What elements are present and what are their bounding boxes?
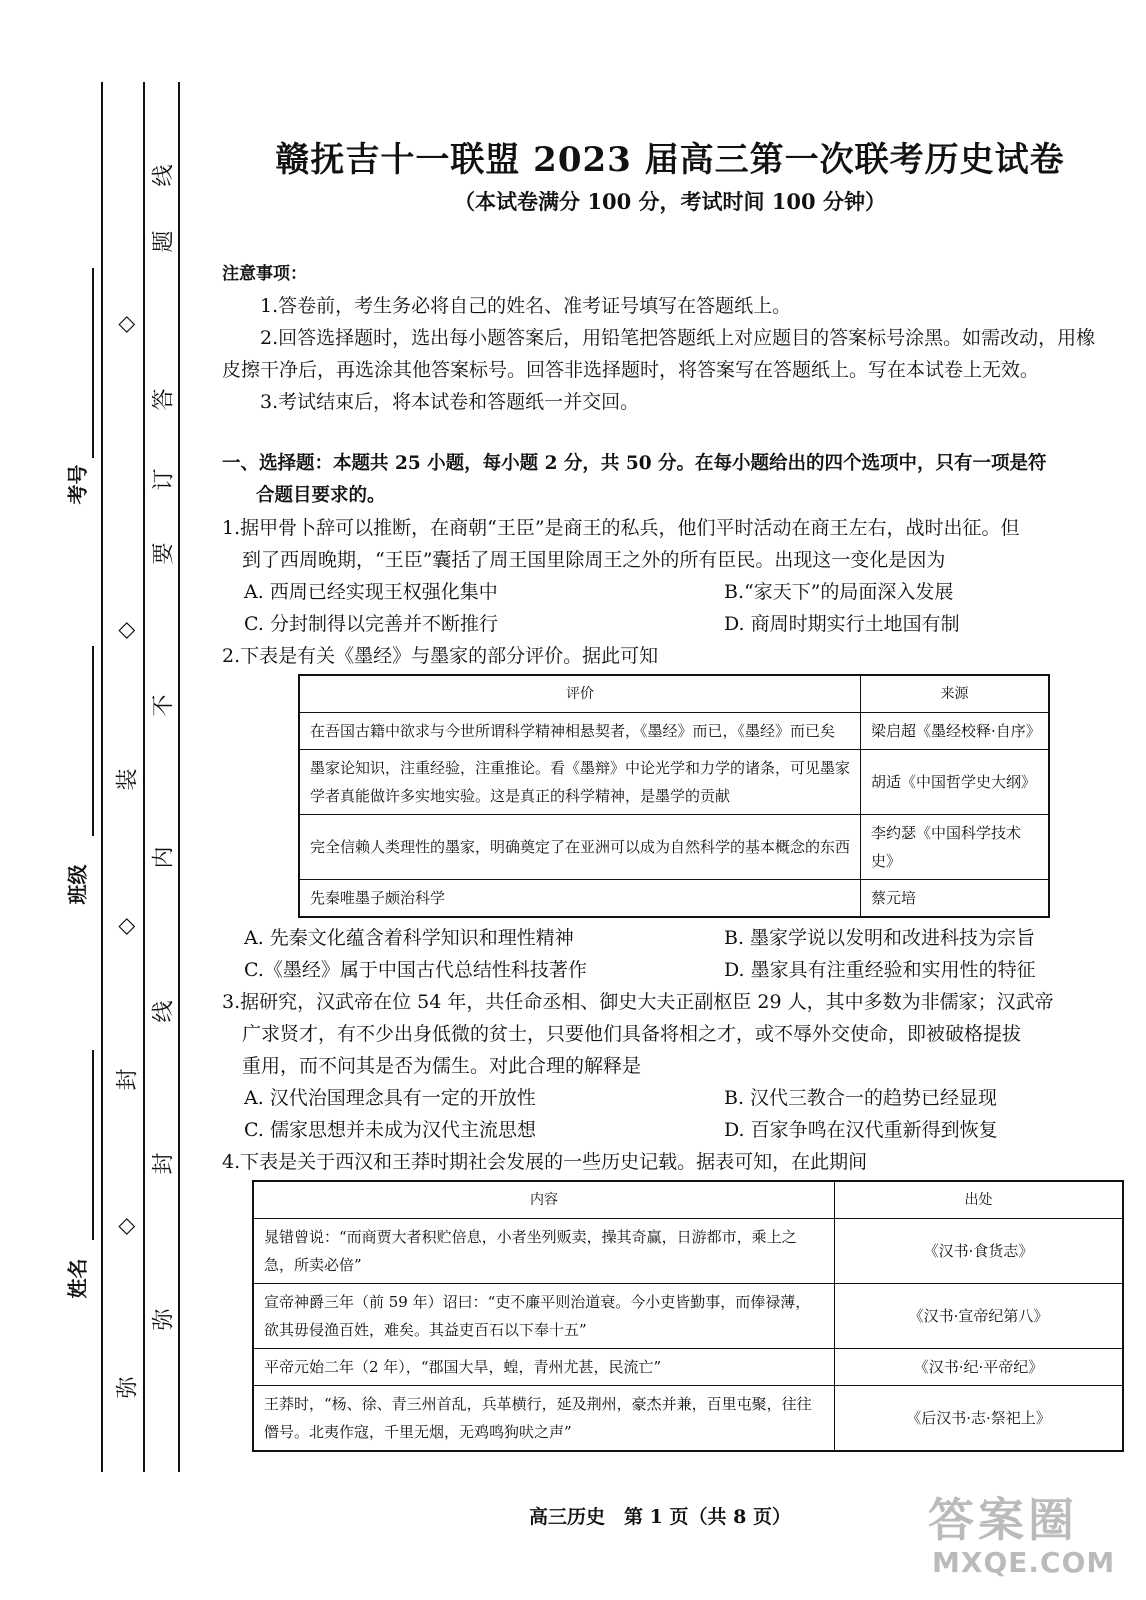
q2-table [298,674,1050,918]
table-header: 出处 [835,1181,1124,1219]
class-line[interactable] [92,646,94,836]
table-row [299,750,1049,815]
seal-char-feng: 封 [115,1068,141,1091]
table-cell: 《汉书·食货志》 [835,1219,1124,1284]
binding-line [178,82,180,1472]
table-row [299,713,1049,750]
exam-content [222,258,1107,1456]
table-row [253,1349,1123,1386]
q3-option-a[interactable]: A. 汉代治国理念具有一定的开放性 [244,1087,536,1109]
q1-stem-line1: 1.据甲骨卜辞可以推断，在商朝“王臣”是商王的私兵，他们平时活动在商王左右，战时出征。但 [222,517,1020,539]
q1-stem-line2: 到了西周晚期，“王臣”囊括了周王国里除周王之外的所有臣民。出现这一变化是因为 [242,549,946,571]
binding-margin [0,0,180,1600]
watermark-line2: MXQE.COM [932,1546,1116,1579]
exam-title: 赣抚吉十一联盟 2023 届高三第一次联考历史试卷 [275,140,1065,180]
table-cell: 完全信赖人类理性的墨家，明确奠定了在亚洲可以成为自然科学的基本概念的东西 [299,815,861,880]
section-heading [222,448,1107,512]
table-cell: 《汉书·纪·平帝纪》 [835,1349,1124,1386]
q3-stem-line3: 重用，而不问其是否为儒生。对此合理的解释是 [242,1055,642,1077]
table-cell: 晁错曾说：“而商贾大者积贮倍息，小者坐列贩卖，操其奇赢，日游都市，乘上之急，所卖必倍” [253,1219,835,1284]
note-item: 3.考试结束后，将本试卷和答题纸一并交回。 [260,391,640,413]
table-row [253,1386,1123,1452]
table-header-row [253,1181,1123,1219]
table-cell: 平帝元始二年（2 年），“郡国大旱，蝗，青州尤甚，民流亡” [253,1349,835,1386]
q3-option-d[interactable]: D. 百家争鸣在汉代重新得到恢复 [724,1119,998,1141]
seal-char-feng: 封 [151,1152,177,1175]
q3-option-b[interactable]: B. 汉代三教合一的趋势已经显现 [724,1087,998,1109]
q2-stem: 2.下表是有关《墨经》与墨家的部分评价。据此可知 [222,645,659,667]
table-header-row [299,675,1049,713]
q1-option-c[interactable]: C. 分封制得以完善并不断推行 [244,613,498,635]
seal-char-yao: 要 [151,542,177,565]
seal-char-zhuang: 装 [115,768,141,791]
seal-diamond: ◇ [113,1218,139,1235]
q3-option-c[interactable]: C. 儒家思想并未成为汉代主流思想 [244,1119,536,1141]
question-2 [222,640,1107,986]
exam-subtitle: （本试卷满分 100 分，考试时间 100 分钟） [454,189,886,214]
note-item: 2.回答选择题时，选出每小题答案后，用铅笔把答题纸上对应题目的答案标号涂黑。如需改动，用橡皮擦干净后，再选涂其他答案标号。回答非选择题时，将答案写在答题纸上。写在本试卷上无效。 [222,327,1096,381]
table-cell: 《后汉书·志·祭祀上》 [835,1386,1124,1452]
q4-stem: 4.下表是关于西汉和王莽时期社会发展的一些历史记载。据表可知，在此期间 [222,1151,868,1173]
table-header: 来源 [861,675,1050,713]
table-cell: 《汉书·宣帝纪第八》 [835,1284,1124,1349]
exam-number-label: 考号 [65,464,90,505]
table-cell: 蔡元培 [861,880,1050,918]
q3-options [222,1082,1107,1146]
q2-option-a[interactable]: A. 先秦文化蕴含着科学知识和理性精神 [244,927,574,949]
exam-number-line[interactable] [92,268,94,458]
q2-options [222,922,1107,986]
seal-char-ti: 题 [151,230,177,253]
seal-char-bu: 不 [151,694,177,717]
seal-char-da: 答 [151,388,177,411]
table-cell: 李约瑟《中国科学技术史》 [861,815,1050,880]
q2-option-b[interactable]: B. 墨家学说以发明和改进科技为宗旨 [724,927,1036,949]
table-cell: 在吾国古籍中欲求与今世所谓科学精神相悬契者，《墨经》而已，《墨经》而已矣 [299,713,861,750]
table-cell: 先秦唯墨子颇治科学 [299,880,861,918]
table-row [299,880,1049,918]
seal-char-ding: 订 [151,468,177,491]
question-3 [222,986,1107,1146]
binding-line [101,82,103,1472]
name-label: 姓名 [65,1258,90,1299]
table-cell: 梁启超《墨经校释·自序》 [861,713,1050,750]
page-footer: 高三历史 第 1 页（共 8 页） [529,1506,791,1528]
seal-char-mi: 弥 [115,1376,141,1399]
table-cell: 胡适《中国哲学史大纲》 [861,750,1050,815]
watermark-line1: 答案圈 [928,1493,1078,1547]
table-header: 内容 [253,1181,835,1219]
q4-table [252,1180,1124,1452]
note-item: 1.答卷前，考生务必将自己的姓名、准考证号填写在答题纸上。 [260,295,792,317]
class-label: 班级 [65,864,90,905]
table-row [253,1284,1123,1349]
table-cell: 墨家论知识，注重经验，注重推论。看《墨辩》中论光学和力学的诸条，可见墨家学者真能做许多实地实验。这是真正的科学精神，是墨学的贡献 [299,750,861,815]
question-1 [222,512,1107,640]
notes-heading: 注意事项： [222,264,307,284]
table-cell: 王莽时，“杨、徐、青三州首乱，兵革横行，延及荆州，豪杰并兼，百里屯聚，往往僭号。北夷作寇，千里无烟，无鸡鸣狗吠之声” [253,1386,835,1452]
name-line[interactable] [92,1050,94,1240]
q1-option-a[interactable]: A. 西周已经实现王权强化集中 [244,581,498,603]
q3-stem-line2: 广求贤才，有不少出身低微的贫士，只要他们具备将相之才，或不辱外交使命，即被破格提拔 [242,1023,1022,1045]
table-header: 评价 [299,675,861,713]
q3-stem-line1: 3.据研究，汉武帝在位 54 年，共任命丞相、御史大夫正副枢臣 29 人，其中多数为非儒家；汉武帝 [222,991,1054,1013]
seal-diamond: ◇ [113,622,139,639]
watermark-logo [918,1484,1128,1588]
section-heading-line1: 一、选择题：本题共 25 小题，每小题 2 分，共 50 分。在每小题给出的四个选项中，只有一项是符 [222,453,1047,474]
q1-option-b[interactable]: B.“家天下”的局面深入发展 [724,581,954,603]
question-4 [222,1146,1107,1452]
seal-char-mi: 弥 [151,1308,177,1331]
seal-char-xian: 线 [151,1000,177,1023]
seal-char-nei: 内 [151,846,177,869]
section-heading-line2: 合题目要求的。 [256,485,386,506]
table-cell: 宣帝神爵三年（前 59 年）诏曰：“吏不廉平则治道衰。今小吏皆勤事，而俸禄薄，欲其毋侵渔百姓，难矣。其益吏百石以下奉十五” [253,1284,835,1349]
seal-diamond: ◇ [113,918,139,935]
q2-option-c[interactable]: C.《墨经》属于中国古代总结性科技著作 [244,959,587,981]
q2-option-d[interactable]: D. 墨家具有注重经验和实用性的特征 [724,959,1036,981]
table-row [253,1219,1123,1284]
binding-line [143,82,145,1472]
seal-char-xian: 线 [151,164,177,187]
table-row [299,815,1049,880]
seal-diamond: ◇ [113,316,139,333]
q1-option-d[interactable]: D. 商周时期实行土地国有制 [724,613,960,635]
q1-options [222,576,1107,640]
